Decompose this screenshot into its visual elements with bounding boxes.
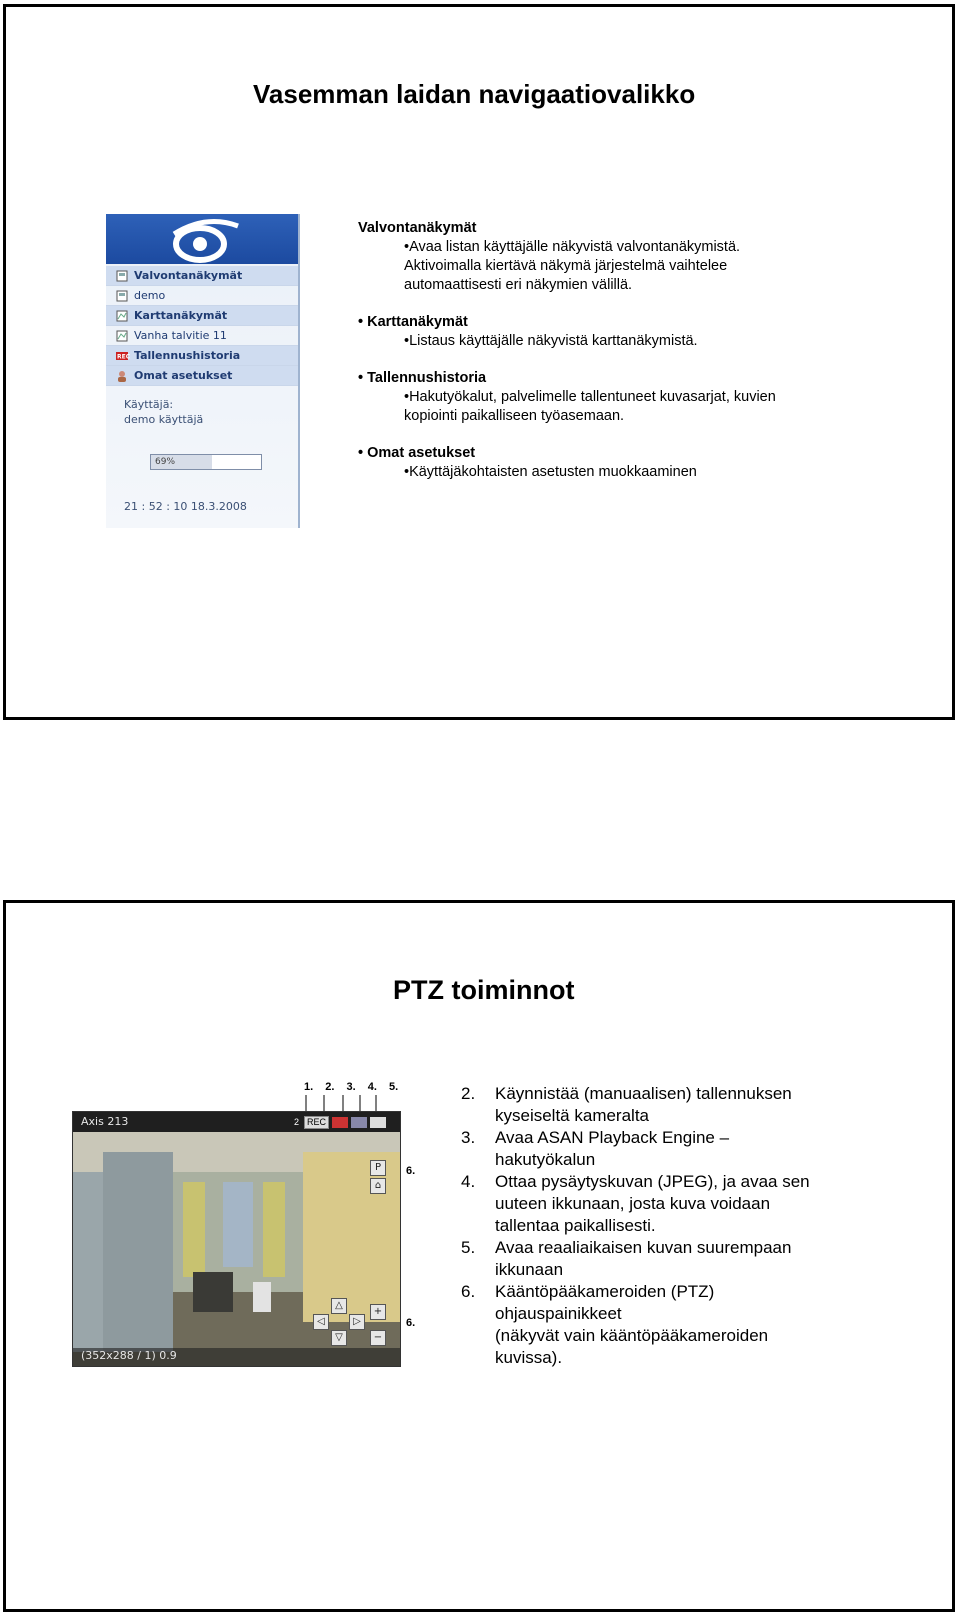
arrow-up-icon[interactable]: △ — [331, 1298, 347, 1314]
camera-view-screenshot — [72, 1081, 422, 1366]
zoom-in-icon[interactable]: + — [370, 1304, 386, 1320]
map-icon — [116, 330, 128, 342]
list-item — [461, 1237, 841, 1281]
view-icon — [116, 270, 128, 282]
section-recording-history — [358, 369, 918, 426]
section-head: • Karttanäkymät — [358, 314, 468, 330]
callout-6-bottom: 6. — [406, 1317, 416, 1329]
camera-frame — [72, 1111, 401, 1367]
section-own-settings — [358, 444, 918, 482]
section-head: • Omat asetukset — [358, 445, 476, 461]
list-line: Kääntöpääkameroiden (PTZ) — [495, 1282, 715, 1301]
eye-logo-icon — [166, 218, 242, 262]
camera-toolbar — [292, 1116, 386, 1129]
callout-numbers — [304, 1081, 407, 1093]
nav-item-label: Tallennushistoria — [134, 349, 241, 362]
camera-name: Axis 213 — [81, 1115, 129, 1128]
nav-item-label: Valvontanäkymät — [134, 269, 243, 282]
nav-item-vanha-talvitie[interactable] — [106, 326, 298, 346]
enlarge-button[interactable] — [370, 1117, 386, 1128]
svg-text:REC: REC — [117, 353, 131, 360]
list-line: (näkyvät vain kääntöpääkameroiden — [495, 1326, 769, 1345]
section-line: automaattisesti eri näkymien välillä. — [404, 277, 633, 293]
callout-5: 5. — [389, 1081, 399, 1093]
list-line: Avaa ASAN Playback Engine – — [495, 1128, 730, 1147]
nav-item-label: demo — [134, 289, 166, 302]
map-icon — [116, 310, 128, 322]
list-item — [461, 1171, 841, 1237]
list-line: kuvissa). — [495, 1348, 563, 1367]
section-line: •Listaus käyttäjälle näkyvistä karttanäkymistä. — [404, 333, 698, 349]
navigation-description — [358, 219, 918, 500]
section-line: •Avaa listan käyttäjälle näkyvistä valvontanäkymistä. — [404, 239, 741, 255]
nav-item-label: Omat asetukset — [134, 369, 233, 382]
camera-number: 2 — [293, 1117, 299, 1127]
snapshot-button[interactable] — [351, 1117, 367, 1128]
progress-text: 69% — [155, 457, 176, 467]
zoom-out-icon[interactable]: − — [370, 1330, 386, 1346]
callout-1: 1. — [304, 1081, 314, 1093]
section-line: kopiointi paikalliseen työasemaan. — [404, 408, 625, 424]
slide-navigation-menu — [3, 4, 955, 720]
callout-2: 2. — [325, 1081, 335, 1093]
nav-item-demo[interactable] — [106, 286, 298, 306]
user-label: Käyttäjä: — [124, 398, 174, 411]
ptz-function-list — [461, 1083, 841, 1369]
nav-list — [106, 266, 298, 386]
nav-user-info — [124, 397, 203, 427]
list-item — [461, 1281, 841, 1369]
list-number: 3. — [461, 1128, 476, 1147]
callout-3: 3. — [346, 1081, 356, 1093]
section-head: • Tallennushistoria — [358, 370, 487, 386]
camera-resolution: (352x288 / 1) 0.9 — [81, 1349, 177, 1362]
list-line: hakutyökalun — [495, 1150, 596, 1169]
nav-item-recording-history[interactable] — [106, 346, 298, 366]
home-icon[interactable]: ⌂ — [370, 1178, 386, 1194]
user-settings-icon — [116, 370, 128, 382]
callout-4: 4. — [367, 1081, 377, 1093]
nav-item-surveillance-views[interactable] — [106, 266, 298, 286]
playback-button[interactable] — [332, 1117, 348, 1128]
nav-item-map-views[interactable] — [106, 306, 298, 326]
preset-button[interactable]: P — [370, 1160, 386, 1176]
list-number: 2. — [461, 1084, 476, 1103]
slide-title: Vasemman laidan navigaatiovalikko — [253, 79, 696, 109]
nav-item-label: Karttanäkymät — [134, 309, 228, 322]
list-line: uuteen ikkunaan, josta kuva voidaan — [495, 1194, 771, 1213]
callout-6-top: 6. — [406, 1165, 416, 1177]
arrow-down-icon[interactable]: ▽ — [331, 1330, 347, 1346]
section-line: Aktivoimalla kiertävä näkymä järjestelmä vaihtelee — [404, 258, 728, 274]
list-number: 5. — [461, 1238, 476, 1257]
rec-button[interactable]: REC — [304, 1116, 329, 1129]
section-line: •Käyttäjäkohtaisten asetusten muokkaaminen — [404, 464, 697, 480]
list-line: ikkunaan — [495, 1260, 564, 1279]
nav-clock: 21 : 52 : 10 18.3.2008 — [124, 500, 247, 513]
arrow-right-icon[interactable]: ▷ — [349, 1314, 365, 1330]
navigation-menu-screenshot — [106, 214, 300, 528]
section-line: •Hakutyökalut, palvelimelle tallentuneet kuvasarjat, kuvien — [404, 389, 776, 405]
user-name: demo käyttäjä — [124, 413, 204, 426]
arrow-left-icon[interactable]: ◁ — [313, 1314, 329, 1330]
list-line: ohjauspainikkeet — [495, 1304, 622, 1323]
nav-item-label: Vanha talvitie 11 — [134, 329, 227, 342]
slide-ptz-functions — [3, 900, 955, 1612]
list-line: Ottaa pysäytyskuvan (JPEG), ja avaa sen — [495, 1172, 810, 1191]
list-line: tallentaa paikallisesti. — [495, 1216, 656, 1235]
list-line: kyseiseltä kameralta — [495, 1106, 650, 1125]
list-item — [461, 1083, 841, 1127]
section-surveillance-views — [358, 219, 918, 295]
list-item — [461, 1127, 841, 1171]
nav-header — [106, 214, 298, 264]
list-line: Käynnistää (manuaalisen) tallennuksen — [495, 1084, 792, 1103]
list-number: 6. — [461, 1282, 476, 1301]
section-map-views — [358, 313, 918, 351]
nav-item-own-settings[interactable] — [106, 366, 298, 386]
section-head: Valvontanäkymät — [358, 220, 477, 236]
list-number: 4. — [461, 1172, 476, 1191]
nav-progress-bar — [150, 454, 262, 470]
view-icon — [116, 290, 128, 302]
slide-title: PTZ toiminnot — [393, 975, 575, 1005]
list-line: Avaa reaaliaikaisen kuvan suurempaan — [495, 1238, 792, 1257]
rec-icon — [116, 350, 131, 362]
